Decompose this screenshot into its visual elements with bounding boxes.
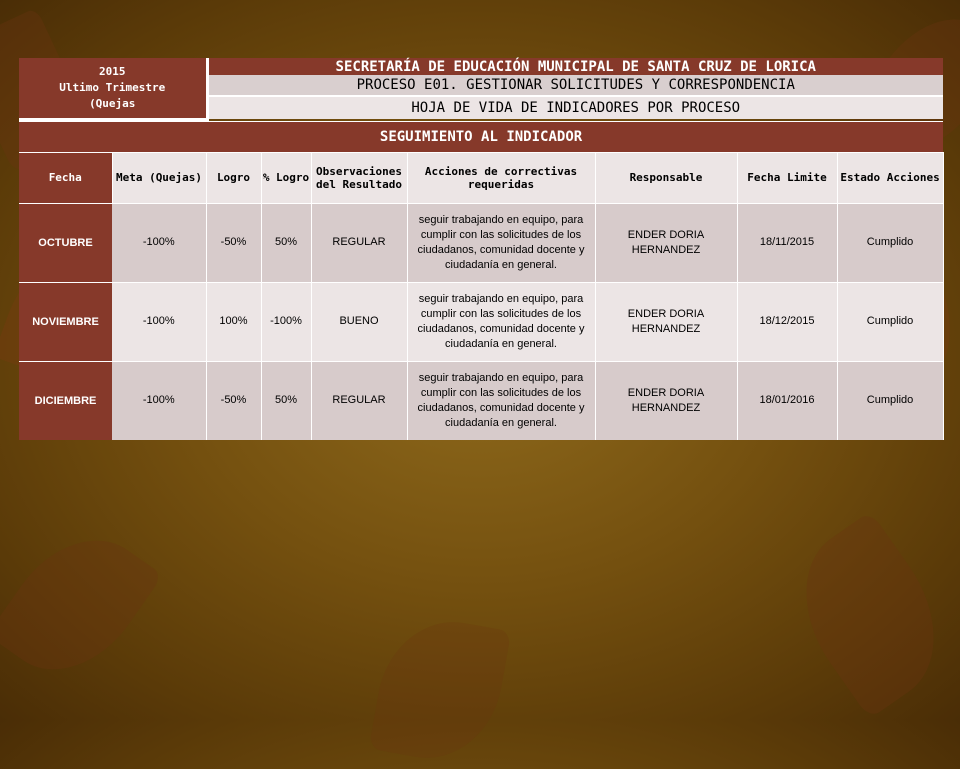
row-month: DICIEMBRE [19, 361, 112, 440]
leaf-decoration [0, 512, 163, 698]
row-logro: -50% [206, 361, 261, 440]
tracking-table [19, 121, 944, 440]
col-responsable: Responsable [595, 152, 737, 203]
row-fecha-limite: 18/01/2016 [737, 361, 837, 440]
row-observacion: REGULAR [311, 361, 407, 440]
row-pct: 50% [261, 361, 311, 440]
secretaria-title: SECRETARÍA DE EDUCACIÓN MUNICIPAL DE SANTA CRUZ DE LORICA [207, 58, 943, 75]
col-meta: Meta (Quejas) [112, 152, 206, 203]
row-meta: -100% [112, 361, 206, 440]
row-acciones: seguir trabajando en equipo, para cumplir con las solicitudes de los ciudadanos, comunidad docente y ciudadanía en general. [407, 203, 595, 282]
row-observacion: REGULAR [311, 203, 407, 282]
row-logro: 100% [206, 282, 261, 361]
section-title: SEGUIMIENTO AL INDICADOR [19, 121, 943, 152]
row-month: NOVIEMBRE [19, 282, 112, 361]
table-row [19, 203, 943, 282]
row-estado: Cumplido [837, 203, 943, 282]
row-pct: -100% [261, 282, 311, 361]
column-headers [19, 152, 943, 203]
col-acciones: Acciones de correctivas requeridas [407, 152, 595, 203]
leaf-decoration [369, 611, 511, 769]
row-logro: -50% [206, 203, 261, 282]
row-pct: 50% [261, 203, 311, 282]
period-year: 2015 [99, 64, 126, 78]
col-observaciones: Observaciones del Resultado [311, 152, 407, 203]
header-table [19, 58, 943, 121]
row-acciones: seguir trabajando en equipo, para cumplir con las solicitudes de los ciudadanos, comunidad docente y ciudadanía en general. [407, 361, 595, 440]
period-type: (Quejas [89, 96, 136, 110]
col-logro: Logro [206, 152, 261, 203]
row-responsable: ENDER DORIA HERNANDEZ [595, 203, 737, 282]
row-meta: -100% [112, 203, 206, 282]
row-fecha-limite: 18/12/2015 [737, 282, 837, 361]
row-observacion: BUENO [311, 282, 407, 361]
row-responsable: ENDER DORIA HERNANDEZ [595, 282, 737, 361]
row-meta: -100% [112, 282, 206, 361]
period-label: Ultimo Trimestre [59, 80, 166, 94]
table-row [19, 282, 943, 361]
table-row [19, 361, 943, 440]
col-pct-logro: % Logro [261, 152, 311, 203]
row-fecha-limite: 18/11/2015 [737, 203, 837, 282]
period-box [19, 58, 207, 119]
row-responsable: ENDER DORIA HERNANDEZ [595, 361, 737, 440]
row-estado: Cumplido [837, 282, 943, 361]
col-fecha-limite: Fecha Limite [737, 152, 837, 203]
col-fecha: Fecha [19, 152, 112, 203]
leaf-decoration [772, 511, 960, 719]
sheet-subtitle: HOJA DE VIDA DE INDICADORES POR PROCESO [207, 96, 943, 119]
row-estado: Cumplido [837, 361, 943, 440]
row-acciones: seguir trabajando en equipo, para cumplir con las solicitudes de los ciudadanos, comunidad docente y ciudadanía en general. [407, 282, 595, 361]
indicator-sheet [19, 58, 943, 440]
process-title: PROCESO E01. GESTIONAR SOLICITUDES Y CORRESPONDENCIA [207, 75, 943, 96]
row-month: OCTUBRE [19, 203, 112, 282]
col-estado: Estado Acciones [837, 152, 943, 203]
